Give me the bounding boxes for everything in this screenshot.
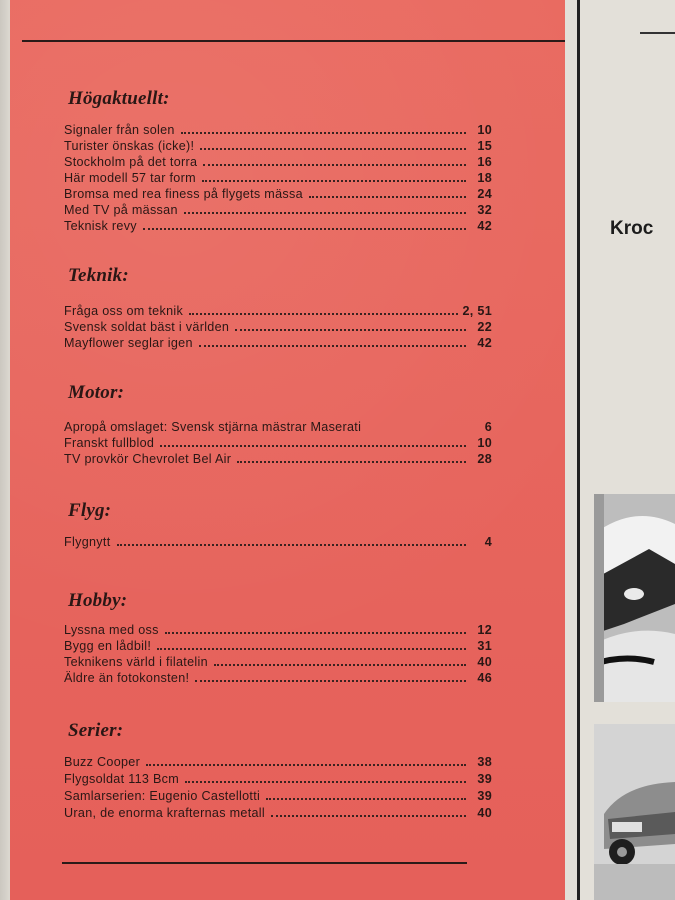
toc-entry[interactable]: [64, 804, 492, 820]
section-title: Motor:: [68, 382, 125, 403]
column-rule: [577, 0, 580, 900]
entry-page: 46: [477, 671, 492, 685]
adjacent-page-headline: Kroc: [610, 218, 654, 239]
dot-leader: [367, 429, 466, 431]
toc-entry[interactable]: [64, 753, 492, 769]
toc-entry[interactable]: [64, 669, 492, 685]
dot-leader: [184, 212, 466, 214]
dot-leader: [203, 164, 466, 166]
adjacent-page-rule: [640, 32, 675, 34]
section-title: Högaktuellt:: [68, 88, 170, 109]
entry-page: 42: [477, 219, 492, 233]
dot-leader: [160, 445, 466, 447]
entry-page: 15: [477, 139, 492, 153]
entry-title: Flygnytt: [64, 535, 111, 549]
entry-page: 24: [477, 187, 492, 201]
entry-page: 38: [477, 755, 492, 769]
toc-entry[interactable]: [64, 653, 492, 669]
toc-entry[interactable]: [64, 418, 492, 434]
entry-page: 16: [477, 155, 492, 169]
toc-entry[interactable]: [64, 201, 492, 217]
toc-entry[interactable]: [64, 450, 492, 466]
toc-entry[interactable]: [64, 169, 492, 185]
dot-leader: [157, 648, 466, 650]
entry-page: 39: [477, 772, 492, 786]
entry-title: Apropå omslaget: Svensk stjärna mästrar Maserati: [64, 420, 362, 434]
toc-entry[interactable]: [64, 770, 492, 786]
entry-title: Här modell 57 tar form: [64, 171, 196, 185]
entry-title: TV provkör Chevrolet Bel Air: [64, 452, 232, 466]
dot-leader: [202, 180, 466, 182]
toc-entry[interactable]: [64, 217, 492, 233]
entry-title: Flygsoldat 113 Bcm: [64, 772, 180, 786]
entry-title: Signaler från solen: [64, 123, 175, 137]
dot-leader: [181, 132, 466, 134]
dot-leader: [185, 781, 466, 783]
car-photo-bottom: [594, 724, 675, 900]
entry-title: Bygg en lådbil!: [64, 639, 152, 653]
car-engine-image: [594, 494, 675, 702]
entry-page: 42: [477, 336, 492, 350]
entry-title: Mayflower seglar igen: [64, 336, 193, 350]
entry-page: 28: [477, 452, 492, 466]
entry-page: 39: [477, 789, 492, 803]
entry-title: Svensk soldat bäst i världen: [64, 320, 230, 334]
entry-title: Teknisk revy: [64, 219, 137, 233]
entry-title: Bromsa med rea finess på flygets mässa: [64, 187, 303, 201]
entry-page: 12: [477, 623, 492, 637]
entry-page: 6: [484, 420, 492, 434]
entry-title: Buzz Cooper: [64, 755, 141, 769]
toc-entry[interactable]: [64, 533, 492, 549]
entry-page: 2, 51: [462, 304, 492, 318]
entry-page: 4: [484, 535, 492, 549]
entry-title: Fråga oss om teknik: [64, 304, 184, 318]
entry-page: 31: [477, 639, 492, 653]
entry-title: Med TV på mässan: [64, 203, 178, 217]
dot-leader: [237, 461, 466, 463]
dot-leader: [214, 664, 466, 666]
entry-page: 32: [477, 203, 492, 217]
section-title: Serier:: [68, 720, 124, 741]
toc-entry[interactable]: [64, 334, 492, 350]
section-title: Hobby:: [68, 590, 128, 611]
entry-title: Franskt fullblod: [64, 436, 155, 450]
entry-page: 18: [477, 171, 492, 185]
dot-leader: [271, 815, 466, 817]
section-title: Flyg:: [68, 500, 112, 521]
entry-title: Turister önskas (icke)!: [64, 139, 195, 153]
toc-entry[interactable]: [64, 434, 492, 450]
dot-leader: [143, 228, 466, 230]
toc-entry[interactable]: [64, 621, 492, 637]
dot-leader: [266, 798, 466, 800]
dot-leader: [235, 329, 466, 331]
dot-leader: [146, 764, 466, 766]
toc-entry[interactable]: [64, 121, 492, 137]
car-photo-top: [594, 494, 675, 702]
entry-page: 40: [477, 806, 492, 820]
toc-entry[interactable]: [64, 137, 492, 153]
car-side-image: [594, 724, 675, 900]
dot-leader: [189, 313, 458, 315]
dot-leader: [200, 148, 466, 150]
section-title: Teknik:: [68, 265, 129, 286]
dot-leader: [309, 196, 466, 198]
toc-entry[interactable]: [64, 318, 492, 334]
entry-page: 10: [477, 436, 492, 450]
entry-title: Samlarserien: Eugenio Castellotti: [64, 789, 261, 803]
entry-title: Äldre än fotokonsten!: [64, 671, 190, 685]
entry-title: Teknikens värld i filatelin: [64, 655, 208, 669]
entry-page: 40: [477, 655, 492, 669]
dot-leader: [117, 544, 467, 546]
dot-leader: [195, 680, 466, 682]
toc-entry[interactable]: [64, 637, 492, 653]
entry-title: Lyssna med oss: [64, 623, 159, 637]
dot-leader: [199, 345, 466, 347]
toc-entry[interactable]: [64, 787, 492, 803]
dot-leader: [165, 632, 466, 634]
bottom-divider: [62, 862, 467, 864]
entry-page: 10: [477, 123, 492, 137]
toc-entry[interactable]: [64, 302, 492, 318]
entry-page: 22: [477, 320, 492, 334]
toc-entry[interactable]: [64, 153, 492, 169]
table-of-contents-panel: [10, 0, 565, 900]
toc-entry[interactable]: [64, 185, 492, 201]
entry-title: Uran, de enorma krafternas metall: [64, 806, 265, 820]
entry-title: Stockholm på det torra: [64, 155, 198, 169]
top-divider: [22, 40, 567, 42]
